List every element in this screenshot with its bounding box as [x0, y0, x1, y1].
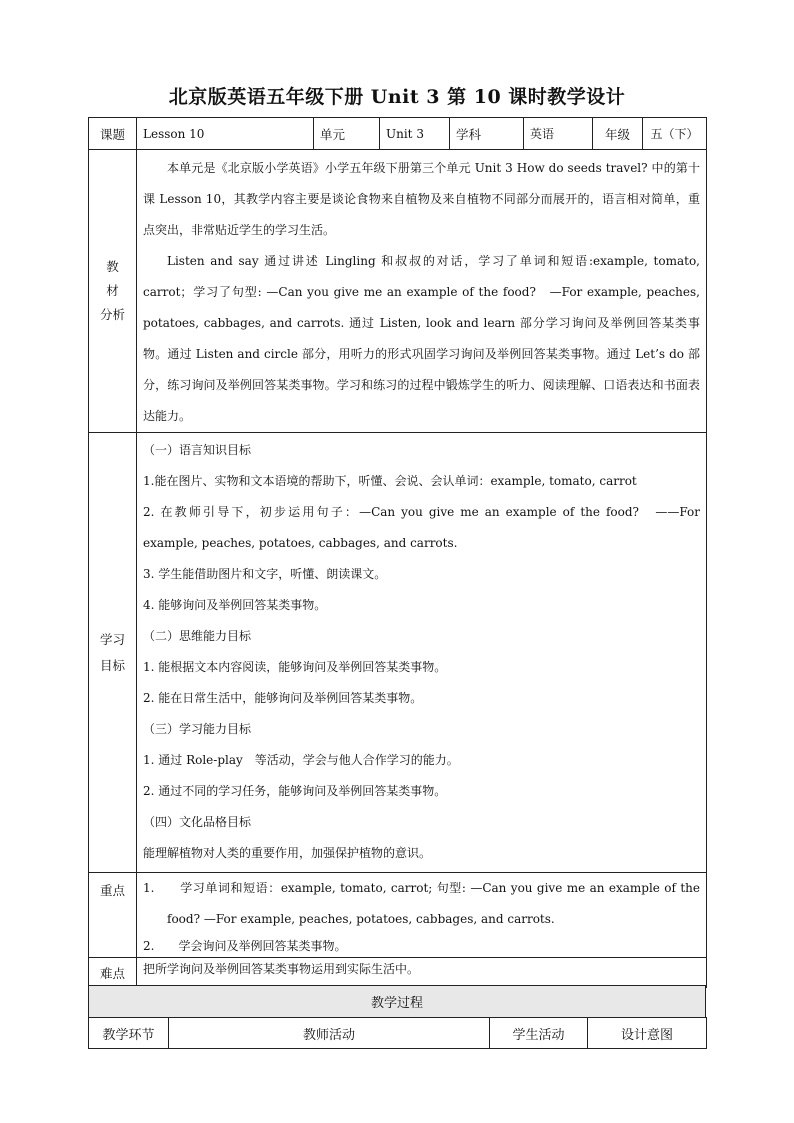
- subject-value: 英语: [524, 118, 593, 150]
- objectives-content: [137, 433, 707, 873]
- analysis-paragraph-1: 本单元是《北京版小学英语》小学五年级下册第三个单元 Unit 3 How do seeds travel? 中的第十课 Lesson 10，其教学内容主要是谈论食物来自植物及来自植物不同部分而展开的，语言相对简单，重点突出，非常贴近学生的学习生活。: [143, 161, 700, 237]
- document-title: 北京版英语五年级下册 Unit 3 第 10 课时教学设计: [168, 86, 626, 108]
- analysis-label: 教 材 分析: [89, 150, 137, 433]
- col-student-activity: 学生活动: [490, 1018, 588, 1049]
- process-columns-row: [89, 1018, 707, 1049]
- col-teacher-activity: 教师活动: [169, 1018, 490, 1049]
- subject-label: 学科: [450, 118, 524, 150]
- grade-label: 年级: [593, 118, 643, 150]
- analysis-content: [137, 150, 707, 433]
- col-stage: 教学环节: [89, 1018, 169, 1049]
- unit-label: 单元: [314, 118, 380, 150]
- objective-line: 1.能在图片、实物和文本语境的帮助下，听懂、会说、会认单词：example, tomato, carrot: [143, 474, 637, 488]
- process-header-table: [88, 985, 706, 1018]
- col-design-intent: 设计意图: [588, 1018, 707, 1049]
- lesson-value: Lesson 10: [137, 118, 314, 150]
- difficulty-row: [89, 958, 707, 988]
- analysis-paragraph-2: Listen and say 通过讲述 Lingling 和叔叔的对话，学习了单词和短语:example, tomato, carrot；学习了句型: —Can you give me an example of the food? —For example, peaches, potatoes, cabbages, and carrots. 通过 Listen, look and learn 部分学习询问及举例回答某类事物。通过 Listen and circle 部分，用听力的形式巩固学习询问及举例回答某类事物。通过 Let’s do 部分，练习询问及举例回答某类事物。学习和练习的过程中锻炼学生的听力、阅读理解、口语表达和书面表达能力。: [143, 254, 700, 423]
- objective-line: 2. 在教师引导下，初步运用句子：—Can you give me an example of the food? ——For example, peaches, potatoes, cabbages, and carrots.: [143, 505, 700, 550]
- unit-value: Unit 3: [380, 118, 450, 150]
- objective-line: 2. 能在日常生活中，能够询问及举例回答某类事物。: [143, 691, 423, 705]
- grade-value: 五（下）: [643, 118, 707, 150]
- objective-line: 1. 通过 Role-play 等活动，学会与他人合作学习的能力。: [143, 753, 459, 767]
- info-row: [89, 118, 707, 150]
- analysis-row: [89, 150, 707, 433]
- objectives-row: [89, 433, 707, 873]
- difficulty-label: 难点: [89, 958, 137, 988]
- lesson-label: 课题: [89, 118, 137, 150]
- objective-line: （二）思维能力目标: [143, 629, 252, 643]
- key-point-item-2: 2. 学会询问及举例回答某类事物。: [143, 939, 347, 953]
- key-point-item-1: 1. 学习单词和短语：example, tomato, carrot; 句型: —Can you give me an example of the food? —For example, peaches, potatoes, cabbages, and carrots.: [143, 881, 700, 926]
- key-points-content: [137, 873, 707, 958]
- process-header: 教学过程: [89, 986, 706, 1018]
- objective-line: 1. 能根据文本内容阅读，能够询问及举例回答某类事物。: [143, 660, 447, 674]
- objective-line: 4. 能够询问及举例回答某类事物。: [143, 598, 327, 612]
- objective-line: （四）文化品格目标: [143, 815, 252, 829]
- lesson-plan-table: [88, 117, 707, 988]
- process-columns-table: [88, 1017, 707, 1049]
- key-points-label: 重点: [89, 873, 137, 958]
- objective-line: （一）语言知识目标: [143, 443, 252, 457]
- objective-line: 2. 通过不同的学习任务，能够询问及举例回答某类事物。: [143, 784, 447, 798]
- objectives-label: 学习 目标: [89, 433, 137, 873]
- objective-line: 能理解植物对人类的重要作用，加强保护植物的意识。: [143, 846, 432, 860]
- difficulty-text: 把所学询问及举例回答某类事物运用到实际生活中。: [137, 958, 707, 988]
- key-points-row: [89, 873, 707, 958]
- objective-line: （三）学习能力目标: [143, 722, 252, 736]
- objective-line: 3. 学生能借助图片和文字，听懂、朗读课文。: [143, 567, 387, 581]
